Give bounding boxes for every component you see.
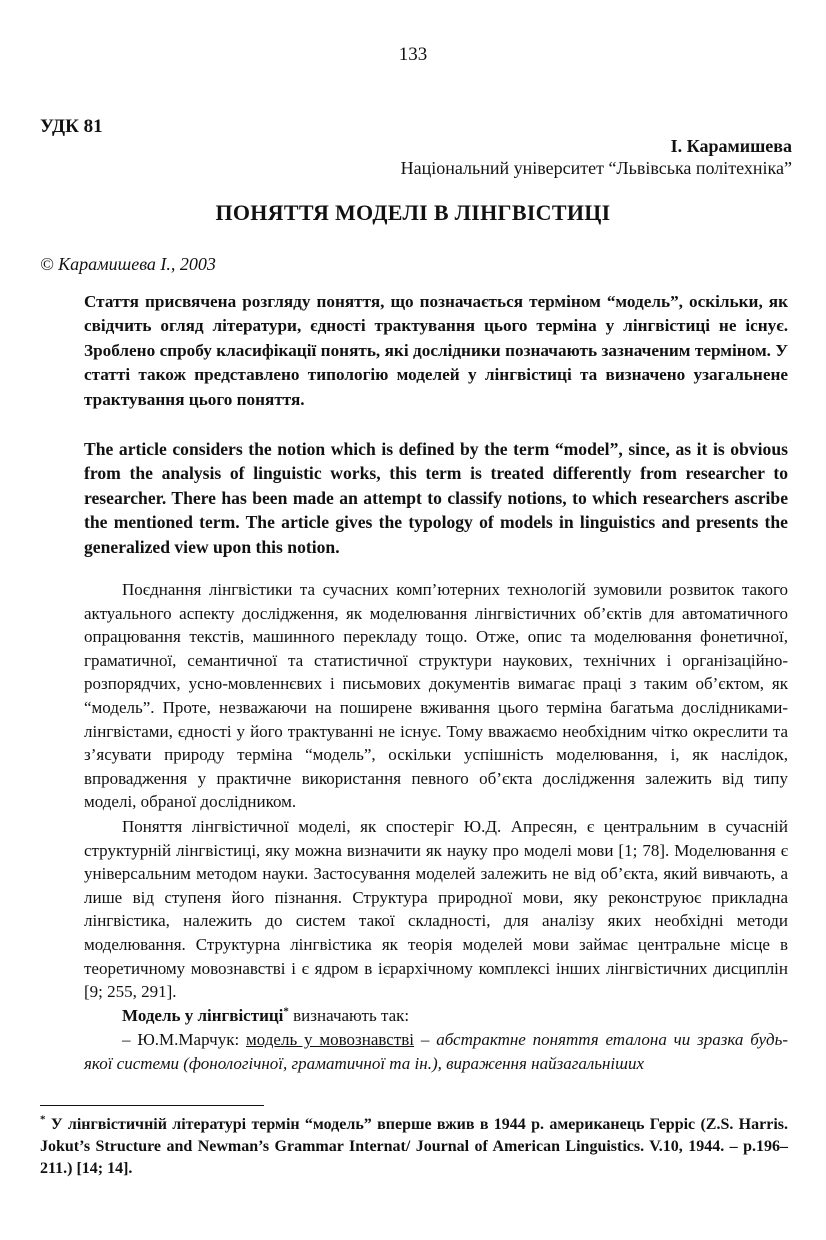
footnote-marker: * [40,1113,46,1126]
article-title: ПОНЯТТЯ МОДЕЛІ В ЛІНГВІСТИЦІ [215,200,611,225]
body-paragraph-3 [84,1004,788,1028]
body-paragraph-1 [84,578,788,814]
definition-text-italic: абстрактне поняття еталона чи зразка будь-якої системи (фонологічної, граматичної та ін.), вираження найзагальніших [84,1030,789,1073]
body-paragraph-4 [84,1028,788,1075]
author-name: І. Карамишева [670,136,792,156]
page-number: 133 [398,44,428,65]
definition-lead: – Ю.М.Марчук: [122,1030,247,1049]
footnote-marker: * [283,1005,289,1018]
copyright-line: © Карамишева І., 2003 [40,254,216,274]
abstract-english: The article considers the notion which is defined by the term “model”, since, as it is obvious from the analysis of linguistic works, this term is treated differently from researcher to researcher. There has been made an attempt to classify notions, to which researchers ascribe the mentioned term. The article gives the typology of models in linguistics and presents the generalized view upon this notion. [84,439,788,557]
definition-term-underlined: модель у мовознавстві [246,1030,415,1049]
author-affiliation: Національний університет “Львівська політехніка” [400,158,792,178]
paragraph-text: визначають так: [288,1006,410,1025]
paragraph-text: Поєднання лінгвістики та сучасних комп’ютерних технологій зумовили розвиток такого актуального аспекту дослідження, як моделювання лінгвістичних об’єктів для автоматичного опрацювання текстів, машинного перекладу тощо. Отже, опис та моделювання фонетичної, граматичної, семантичної та статистичної структури наукових, технічних і організаційно-розпорядчих, усно-мовленнєвих і письмових документів вимагає праці з таким об’єктом, як “модель”. Проте, незважаючи на поширене вживання цього терміна багатьма дослідниками-лінгвістами, єдності у його трактуванні не існує. Тому вважаємо необхідним чітко окреслити та з’ясувати природу терміна “модель”, оскільки успішність моделювання, і, як наслідок, впровадження у практичне використання певного об’єкта дослідження залежить від типу моделі, обраної дослідником. [84,580,788,812]
abstract-ukrainian: Стаття присвячена розгляду поняття, що позначається терміном “модель”, оскільки, як свідчить огляд літератури, єдності трактування цього терміна у лінгвістиці не існує. Зроблено спробу класифікації понять, які дослідники позначають зазначеним терміном. У статті також представлено типологію моделей у лінгвістиці та визначено узагальнене трактування цього поняття. [84,292,788,409]
footnote-divider [40,1105,264,1106]
paragraph-text: Поняття лінгвістичної моделі, як спостеріг Ю.Д. Апресян, є центральним в сучасній структурній лінгвістиці, яку можна визначити як науку про моделі мови [1; 78]. Моделювання є універсальним методом науки. Застосування моделей залежить не від об’єкта, який вивчають, а лише від ступеня його пізнання. Структура природної мови, яку реконструює прикладна лінгвістика, належить до систем такої складності, для аналізу яких необхідні методи моделювання. Структурна лінгвістика як теорія моделей мови займає центральне місце в теоретичному мовознавстві і є ядром в ієрархічному комплексі інших лінгвістичних дисциплін [9; 255, 291]. [84,817,788,1002]
definition-dash: – [414,1030,437,1049]
footnote-text: У лінгвістичній літературі термін “модель” вперше вжив в 1944 р. американець Герріс (Z.S. Harris. Jokut’s Structure and Newman’s Grammar Internat/ Journal of American Linguistics. V.10, 1944. – p.196–211.) [14; 14]. [40,1116,788,1177]
model-term-bold: Модель у лінгвістиці [122,1006,284,1025]
body-paragraph-2 [84,815,788,1004]
footnote [40,1114,788,1180]
udk-code: УДК 81 [40,116,103,137]
